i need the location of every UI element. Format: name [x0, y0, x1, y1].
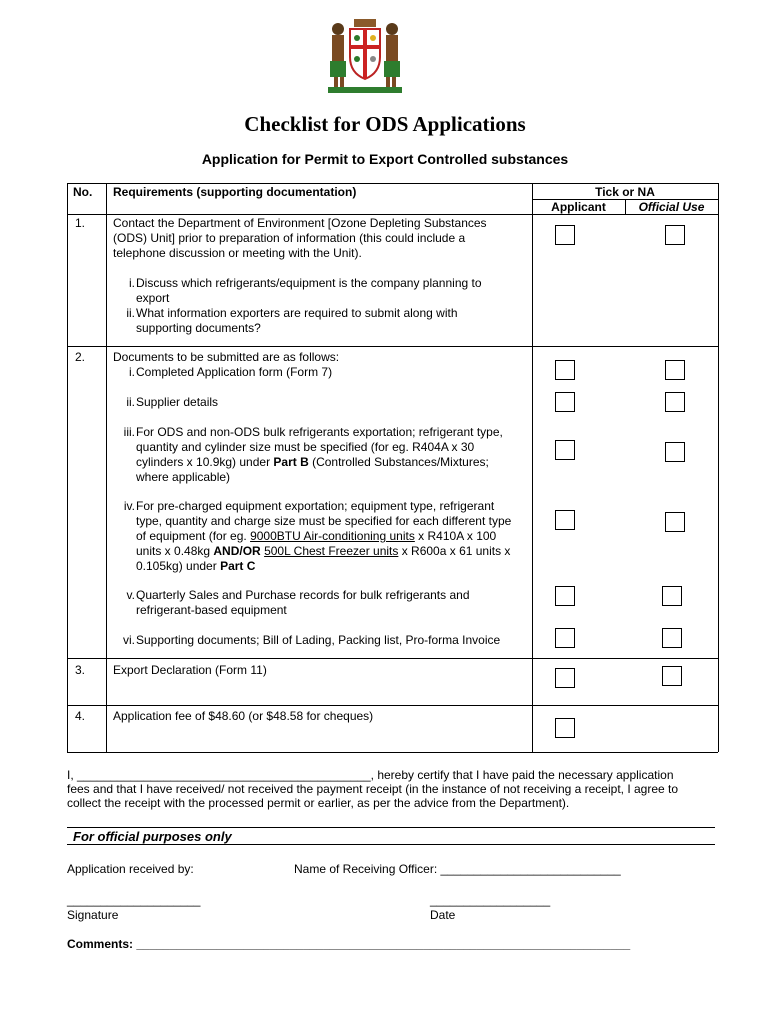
applicant-checkbox[interactable]	[555, 392, 575, 412]
applicant-checkbox[interactable]	[555, 586, 575, 606]
signature-label: Signature	[67, 908, 119, 922]
subitem-number: vi.	[123, 633, 135, 647]
application-received-by-label: Application received by:	[67, 862, 194, 876]
comments-line[interactable]: __________________________________________________________________________	[133, 937, 631, 951]
official-use-checkbox[interactable]	[662, 586, 682, 606]
row-number: 1.	[75, 216, 86, 230]
official-use-checkbox[interactable]	[665, 360, 685, 380]
certification-line: fees and that I have received/ not received the payment receipt (in the instance of not receiving a receipt, I agree to	[67, 782, 679, 796]
row-requirement-text: Application fee of $48.60 (or $48.58 for cheques)	[113, 709, 374, 723]
applicant-checkbox[interactable]	[555, 510, 575, 530]
column-header-no: No.	[73, 185, 93, 199]
applicant-checkbox[interactable]	[555, 440, 575, 460]
column-header-requirements: Requirements (supporting documentation)	[113, 185, 357, 199]
column-header-applicant: Applicant	[551, 200, 606, 214]
subitem-number: iv.	[123, 499, 135, 513]
row-number: 2.	[75, 350, 86, 364]
row-number: 3.	[75, 663, 86, 677]
certification-line: I, ____________________________________________, hereby certify that I have paid the necessary application	[67, 768, 674, 782]
subitem-number: i.	[129, 276, 135, 290]
official-use-checkbox[interactable]	[662, 628, 682, 648]
applicant-checkbox[interactable]	[555, 668, 575, 688]
subitem-number: iii.	[123, 425, 135, 439]
subitem-number: ii.	[126, 395, 135, 409]
subitem-text: Quarterly Sales and Purchase records for bulk refrigerants and refrigerant-based equipment	[136, 588, 470, 617]
column-header-tick: Tick or NA	[595, 185, 655, 199]
subitem-text: What information exporters are required to submit along with supporting documents?	[136, 306, 458, 335]
column-header-official-use: Official Use	[638, 200, 705, 214]
row-number: 4.	[75, 709, 86, 723]
subitem-text: Supporting documents; Bill of Lading, Packing list, Pro-forma Invoice	[136, 633, 501, 647]
comments-label: Comments:	[67, 937, 134, 951]
subitem-number: ii.	[126, 306, 135, 320]
applicant-checkbox[interactable]	[555, 225, 575, 245]
subitem-number: v.	[126, 588, 135, 602]
applicant-checkbox[interactable]	[555, 718, 575, 738]
official-purposes-heading: For official purposes only	[67, 827, 715, 845]
date-line[interactable]: __________________	[430, 893, 551, 907]
applicant-checkbox[interactable]	[555, 628, 575, 648]
official-use-checkbox[interactable]	[665, 512, 685, 532]
official-use-checkbox[interactable]	[662, 666, 682, 686]
row-requirement-text: Documents to be submitted are as follows:	[113, 350, 340, 364]
subitem-text: Completed Application form (Form 7)	[136, 365, 333, 379]
subitem-number: i.	[129, 365, 135, 379]
row-requirement-text: Contact the Department of Environment [Ozone Depleting Substances (ODS) Unit] prior to preparation of information (this could include a telephone discussion or meeting with the Unit).	[113, 216, 487, 260]
signature-line[interactable]: ____________________	[67, 893, 201, 907]
subitem-text: Supplier details	[136, 395, 219, 409]
row-requirement-text: Export Declaration (Form 11)	[113, 663, 267, 677]
official-use-checkbox[interactable]	[665, 225, 685, 245]
certification-statement	[67, 768, 717, 810]
subitem-text: Discuss which refrigerants/equipment is the company planning to export	[136, 276, 482, 305]
date-label: Date	[430, 908, 456, 922]
comments-field[interactable]	[67, 937, 630, 951]
certification-line: collect the receipt with the processed permit or earlier, as per the advice from the Department).	[67, 796, 570, 810]
official-use-checkbox[interactable]	[665, 392, 685, 412]
applicant-checkbox[interactable]	[555, 360, 575, 380]
subitem-text: For pre-charged equipment exportation; equipment type, refrigerant type, quantity and charge size must be specified for each different type of equipment (for eg. 9000BTU Air-conditioning units x R410A x 100 units x 0.48kg AND/OR 500L Chest Freezer units x R600a x 61 units x 0.105kg) under Part C	[136, 499, 512, 573]
official-use-checkbox[interactable]	[665, 442, 685, 462]
page-subtitle: Application for Permit to Export Controlled substances	[201, 151, 569, 167]
subitem-text: For ODS and non-ODS bulk refrigerants exportation; refrigerant type, quantity and cylinder size must be specified (for eg. R404A x 30 cylinders x 10.9kg) under Part B (Controlled Substances/Mixtures; where applicable)	[136, 425, 503, 484]
receiving-officer-field[interactable]: Name of Receiving Officer: ___________________________	[294, 862, 621, 876]
coat-of-arms-emblem	[320, 15, 410, 95]
page-title: Checklist for ODS Applications	[244, 112, 526, 136]
